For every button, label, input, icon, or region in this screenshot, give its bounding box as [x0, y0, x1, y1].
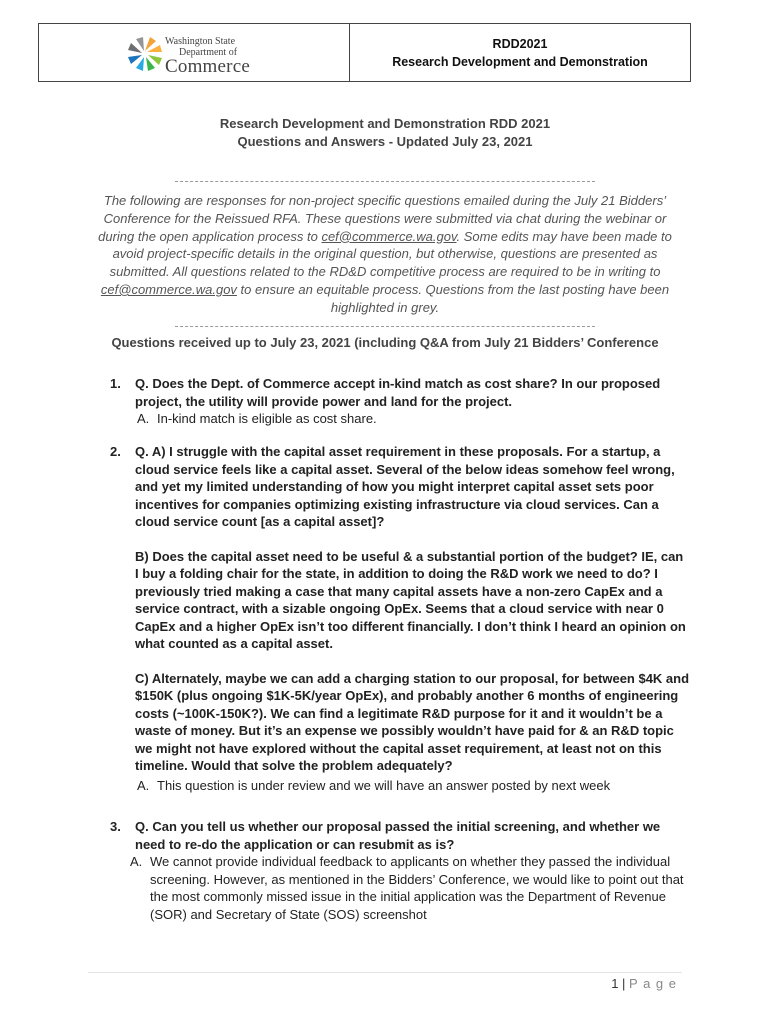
question-text: Q. Does the Dept. of Commerce accept in-kind match as cost share? In our proposed project, the utility will provide power and land for the project.: [135, 376, 661, 409]
question-item-1: [110, 375, 690, 428]
question-item-3: [110, 818, 690, 923]
header-logo-cell: [39, 24, 350, 81]
header-table: [38, 23, 691, 82]
question-part-c: C) Alternately, maybe we can add a charging station to our proposal, for between $4K and $150K (plus ongoing $1K-5K/year OpEx), and probably another 6 months of engineering costs (~100K-150K?). We can find a legitimate R&D purpose for it and it wouldn’t be a waste of money. But it’s an expense we possibly wouldn’t have paid for & an R&D topic we might not have explored without the capital asset requirement, at least not on this timeline. Would that solve the problem adequately?: [135, 670, 690, 773]
top-divider: [175, 181, 595, 182]
question-text: Q. Can you tell us whether our proposal passed the initial screening, and whether we need to re-do the application or can resubmit as is?: [135, 819, 661, 852]
question-number: 2.: [110, 444, 121, 459]
logo-wordmark: [165, 36, 250, 76]
answer-label: A.: [130, 854, 143, 869]
title-line-1: Research Development and Demonstration RDD 2021: [219, 116, 551, 131]
answer-text: This question is under review and we will have an answer posted by next week: [157, 777, 611, 793]
document-title: [0, 115, 770, 151]
answer-text: In-kind match is eligible as cost share.: [157, 411, 377, 426]
question-part-b: B) Does the capital asset need to be useful & a substantial portion of the budget? IE, can I buy a folding chair for the state, in addition to doing the R&D work we need to do? I previously tried making a case that many capital assets have a non-zero CapEx and a service contract, with a sizable ongoing OpEx. Seems that a cloud service with near 0 CapEx and a higher OpEx isn’t too different financially. I don’t think I heard an opinion on what counted as a capital asset.: [135, 548, 686, 651]
bottom-divider: [175, 326, 595, 327]
page-label: P a g e: [629, 976, 677, 991]
footer-divider: [88, 972, 682, 973]
email-link-2[interactable]: cef@commerce.wa.gov: [100, 281, 237, 297]
logo-line-2: Department of: [179, 47, 238, 58]
intro-text-1: The following are responses for non-project specific questions emailed during the July 21 Bidders’ Conference for the Reissued RFA. These questions were submitted via chat during the webinar or during the open application process to: [98, 193, 667, 244]
question-number: 3.: [110, 819, 121, 834]
email-link-1[interactable]: cef@commerce.wa.gov: [321, 228, 457, 244]
question-item-2: [110, 443, 690, 794]
question-number: 1.: [110, 376, 121, 391]
intro-text-3: to ensure an equitable process. Questions from the last posting have been highlighted in grey.: [236, 281, 670, 315]
title-line-2: Questions and Answers - Updated July 23, 2021: [237, 134, 533, 149]
question-part-a: Q. A) I struggle with the capital asset requirement in these proposals. For a startup, a cloud service feels like a capital asset. Several of the below ideas somehow feel wrong, and yet my limited understanding of how you might interpret capital asset sets poor incentives for companies optimizing existing infrastructure via cloud services. Can a cloud service count [as a capital asset]?: [135, 444, 675, 529]
logo-line-1: Washington State: [165, 36, 236, 47]
intro-text-2: . Some edits may have been made to avoid project-specific details in the original question, but otherwise, questions are presented as submitted. All questions related to the RD&D competitive process are required to be in writing to: [109, 228, 672, 280]
commerce-logo: [125, 34, 265, 76]
section-heading: Questions received up to July 23, 2021 (including Q&A from July 21 Bidders’ Conference: [111, 335, 659, 350]
answer-text: We cannot provide individual feedback to applicants on whether they passed the individual screening. However, as mentioned in the Bidders’ Conference, we would like to point out that the most commonly missed issue in the initial application was the Department of Revenue (SOR) and Secretary of State (SOS) screenshot: [150, 854, 684, 922]
answer: [137, 410, 690, 428]
logo-line-3: Commerce: [165, 56, 250, 77]
header-subtitle: Research Development and Demonstration: [392, 54, 648, 69]
page-number: 1: [611, 976, 619, 991]
commerce-pinwheel-icon: [125, 34, 165, 74]
header-code: RDD2021: [492, 36, 548, 51]
answer-label: A.: [137, 777, 150, 793]
answer: [137, 777, 690, 795]
footer-separator: |: [618, 976, 630, 991]
page-footer: [611, 976, 677, 991]
answer: [130, 853, 690, 923]
header-title-cell: [350, 24, 690, 81]
answer-label: A.: [137, 411, 150, 426]
intro-paragraph: [92, 192, 678, 317]
